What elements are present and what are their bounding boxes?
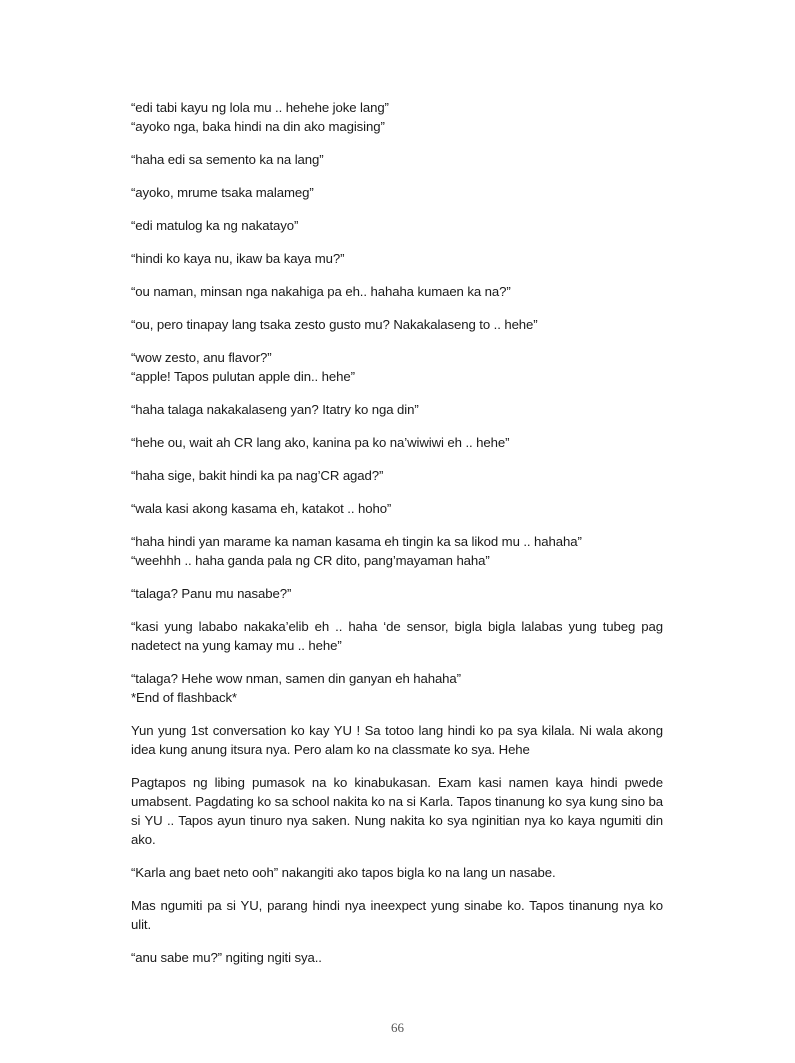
text-line: “ayoko nga, baka hindi na din ako magising” bbox=[131, 119, 385, 134]
paragraph bbox=[131, 433, 663, 452]
text-line: “ou, pero tinapay lang tsaka zesto gusto mu? Nakakalaseng to .. hehe” bbox=[131, 317, 538, 332]
paragraph bbox=[131, 721, 663, 759]
text-line: “haha sige, bakit hindi ka pa nag’CR agad?” bbox=[131, 468, 384, 483]
paragraph bbox=[131, 249, 663, 268]
text-line: “talaga? Hehe wow nman, samen din ganyan eh hahaha” bbox=[131, 671, 461, 686]
paragraph bbox=[131, 282, 663, 301]
text-line: “weehhh .. haha ganda pala ng CR dito, pang’mayaman haha” bbox=[131, 553, 490, 568]
text-line: Mas ngumiti pa si YU, parang hindi nya ineexpect yung sinabe ko. Tapos tinanung nya ko ulit. bbox=[131, 898, 663, 932]
paragraph bbox=[131, 348, 663, 386]
paragraph bbox=[131, 150, 663, 169]
text-line: “talaga? Panu mu nasabe?” bbox=[131, 586, 292, 601]
text-line: Pagtapos ng libing pumasok na ko kinabukasan. Exam kasi namen kaya hindi pwede umabsent. Pagdating ko sa school nakita ko na si Karla. Tapos tinanung ko sya kung sino ba si YU .. Tapos ayun tinuro nya saken. Nung nakita ko sya nginitian nya ko kaya ngumiti din ako. bbox=[131, 775, 663, 847]
text-line: “hehe ou, wait ah CR lang ako, kanina pa ko na’wiwiwi eh .. hehe” bbox=[131, 435, 510, 450]
text-line: “hindi ko kaya nu, ikaw ba kaya mu?” bbox=[131, 251, 345, 266]
paragraph bbox=[131, 183, 663, 202]
text-line: “ayoko, mrume tsaka malameg” bbox=[131, 185, 314, 200]
paragraph bbox=[131, 584, 663, 603]
text-line: “haha talaga nakakalaseng yan? Itatry ko nga din” bbox=[131, 402, 419, 417]
page-body bbox=[131, 98, 663, 981]
text-line: “edi matulog ka ng nakatayo” bbox=[131, 218, 299, 233]
text-line: “Karla ang baet neto ooh” nakangiti ako tapos bigla ko na lang un nasabe. bbox=[131, 865, 556, 880]
paragraph bbox=[131, 532, 663, 570]
paragraph bbox=[131, 896, 663, 934]
paragraph bbox=[131, 216, 663, 235]
paragraph bbox=[131, 773, 663, 849]
text-line: “apple! Tapos pulutan apple din.. hehe” bbox=[131, 369, 355, 384]
text-line: “edi tabi kayu ng lola mu .. hehehe joke lang” bbox=[131, 100, 389, 115]
text-line: “wow zesto, anu flavor?” bbox=[131, 350, 272, 365]
text-line: Yun yung 1st conversation ko kay YU ! Sa totoo lang hindi ko pa sya kilala. Ni wala akong idea kung anung itsura nya. Pero alam ko na classmate ko sya. Hehe bbox=[131, 723, 663, 757]
paragraph bbox=[131, 98, 663, 136]
paragraph bbox=[131, 669, 663, 707]
text-line: “haha hindi yan marame ka naman kasama eh tingin ka sa likod mu .. hahaha” bbox=[131, 534, 582, 549]
paragraph bbox=[131, 466, 663, 485]
paragraph bbox=[131, 400, 663, 419]
text-line: “anu sabe mu?” ngiting ngiti sya.. bbox=[131, 950, 322, 965]
paragraph bbox=[131, 948, 663, 967]
text-line: “wala kasi akong kasama eh, katakot .. hoho” bbox=[131, 501, 392, 516]
text-line: *End of flashback* bbox=[131, 690, 237, 705]
text-line: “kasi yung lababo nakaka’elib eh .. haha ‘de sensor, bigla bigla lalabas yung tubeg pag nadetect na yung kamay mu .. hehe” bbox=[131, 619, 663, 653]
text-line: “haha edi sa semento ka na lang” bbox=[131, 152, 324, 167]
paragraph bbox=[131, 315, 663, 334]
paragraph bbox=[131, 617, 663, 655]
page-number: 66 bbox=[391, 1020, 404, 1035]
paragraph bbox=[131, 863, 663, 882]
text-line: “ou naman, minsan nga nakahiga pa eh.. hahaha kumaen ka na?” bbox=[131, 284, 511, 299]
paragraph bbox=[131, 499, 663, 518]
